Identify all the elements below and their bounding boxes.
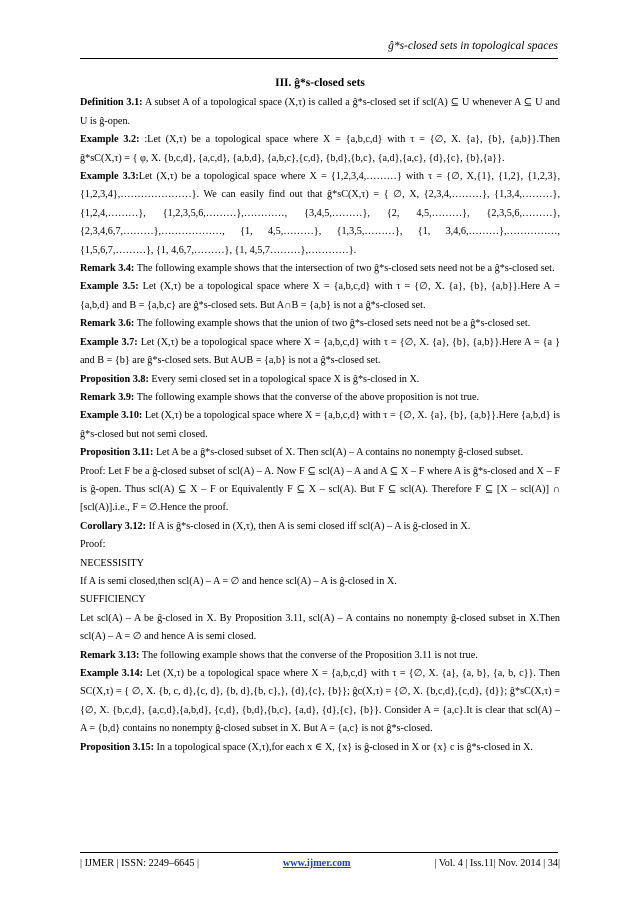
paragraph-label: Example 3.10: [80,410,143,422]
paragraph [80,444,560,462]
paragraph-text: Let scl(A) – A be ĝ-closed in X. By Proposition 3.11, scl(A) – A contains no nonempty ĝ-closed subset in X.Then scl(A) – A = ∅ and hence A is semi closed. [80,612,560,643]
paragraph-text: The following example shows that the converse of the Proposition 3.11 is not true. [139,649,478,661]
paragraph-label: Remark 3.9: [80,391,135,403]
paragraph-text: Every semi closed set in a topological space X is ĝ*s-closed in X. [148,373,420,385]
paragraph [80,555,560,573]
paragraph [80,407,560,444]
paragraph [80,739,560,757]
paragraph-text: In a topological space (X,τ),for each x ∈ X, {x} is ĝ-closed in X or {x} c is ĝ*s-closed in X. [153,741,533,753]
paragraph-text: If A is semi closed,then scl(A) – A = ∅ and hence scl(A) – A is ĝ-closed in X. [80,575,397,587]
paragraph-label: Definition 3.1: [80,97,143,109]
footer-volume-info: | Vol. 4 | Iss.11| Nov. 2014 | 34| [434,858,560,869]
paragraph-text: :Let (X,τ) be a topological space where X = {a,b,c,d} with τ = {∅, X. {a}, {b}, {a,b}}.Then ĝ*sC(X,τ) = { φ, X. {b,c,d}, {a,c,d}, {a,b,d}, {a,b,c},{c,d}, {b,d},{b,c}, {a,d},{a,c}, {d},{c}, {b},{a}}. [80,134,560,164]
paragraph-text: Let (X,τ) be a topological space where X = {a,b,c,d} with τ = {∅, X. {a}, {b}, {a,b}}.Here A = {a,b,d} and B = {a,b,c} are ĝ*s-closed sets. But A∩B = {a,b} is not a ĝ*s-closed set. [80,281,560,311]
paragraph-label: Proposition 3.15: [80,741,154,753]
header-divider [80,58,558,59]
paragraph [80,610,560,647]
paragraph-label: Example 3.5: [80,281,139,293]
paper-body [80,70,560,757]
paragraph-text: The following example shows that the intersection of two ĝ*s-closed sets need not be a ĝ*s-closed set. [134,263,555,275]
paragraph-label: Example 3.3: [80,171,139,183]
paragraph [80,463,560,518]
footer-journal-info: | IJMER | ISSN: 2249–6645 | [80,858,200,869]
paragraph-text: Proof: Let F be a ĝ-closed subset of scl(A) – A. Now F ⊆ scl(A) – A and A ⊆ X – F where A is ĝ*s-closed and X – F is ĝ-open. Thus scl(A) ⊆ X – F or Equivalently F ⊆ X – scl(A). But F ⊆ scl(A). Therefore F ⊆ [X – scl(A)] ∩ [scl(A)].i.e., F = ∅.Hence the proof. [80,465,560,514]
paragraph-list [80,94,560,757]
journal-website-link[interactable]: www.ijmer.com [282,858,351,869]
paragraph-text: Let A be a ĝ*s-closed subset of X. Then scl(A) – A contains no nonempty ĝ-closed subset. [153,447,524,459]
paragraph [80,260,560,278]
paragraph [80,168,560,260]
paragraph [80,278,560,315]
paragraph [80,573,560,591]
paragraph-label: Proposition 3.8: [80,373,149,385]
section-title: III. ĝ*s-closed sets [275,77,365,89]
paragraph [80,536,560,554]
paragraph [80,94,560,131]
paragraph-label: Proposition 3.11: [80,447,154,459]
paragraph [80,334,560,371]
paragraph-text: SUFFICIENCY [80,594,146,606]
paragraph-text: A subset A of a topological space (X,τ) is called a ĝ*s-closed set if scl(A) ⊆ U whenever A ⊆ U and U is ĝ-open. [80,97,560,127]
page-footer [80,858,560,869]
paragraph-label: Remark 3.4: [80,263,135,275]
paragraph-text: Proof: [80,539,106,551]
paragraph [80,518,560,536]
paragraph [80,647,560,665]
paragraph [80,371,560,389]
paragraph-text: The following example shows that the union of two ĝ*s-closed sets need not be a ĝ*s-closed set. [134,318,531,330]
paragraph-label: Remark 3.6: [80,318,135,330]
paragraph-text: NECESSISITY [80,557,144,569]
paragraph-text: Let (X,τ) be a topological space where X = {a,b,c,d} with τ = {∅, X. {a}, {b}, {a,b}}.Here {a,b,d} is ĝ*s-closed but not semi closed. [80,410,560,440]
paragraph [80,131,560,168]
paragraph-text: Let (X,τ) be a topological space where X = {1,2,3,4,………} with τ = {∅, X,{1}, {1,2}, {1,2,3}, {1,2,3,4},…………………}. We can easily find out that ĝ*sC(X,τ) = { ∅, X, {2,3,4,………}, {1,3,4,………}, {1,2,4,………}, {1,2,3,5,6,………},…………, {3,4,5,………}, {2, 4,5,………}, {2,3,5,6,………}, {2,3,4,6,7,………},………………, {1, 4,5,………}, {1,3,5,………}, {1, 3,4,6,………},……………, {1,5,6,7,………}, {1, 4,6,7,………}, {1, 4,5,7………},…………}. [80,171,560,256]
paragraph-text: If A is ĝ*s-closed in (X,τ), then A is semi closed iff scl(A) – A is ĝ-closed in X. [146,520,471,532]
paragraph [80,389,560,407]
paragraph-text: Let (X,τ) be a topological space where X = {a,b,c,d} with τ = {∅, X. {a}, {a, b}, {a, b, c}}. Then SC(X,τ) = { ∅, X. {b, c, d},{c, d}, {b, d},{b, c},}, {d},{c}, {b}}; ĝc(X,τ) = {∅, X. {b,c,d},{c,d}, {d}}; ĝ*sC(X,τ) = {∅, X. {b,c,d}, {a,c,d},{a,b,d}, {c,d}, {b,d},{b,c}, {a,d}, {d},{c}, {b}}. Consider A = {a,c}.It is clear that scl(A) – A = {b,d} contains no nonempty ĝ-closed subset in X. But A = {a,c} is not ĝ*s-closed. [80,668,560,735]
paragraph-label: Example 3.7: [80,336,138,348]
paragraph-label: Remark 3.13: [80,649,140,661]
paragraph [80,665,560,739]
paragraph-label: Corollary 3.12: [80,520,147,532]
paragraph [80,315,560,333]
paragraph [80,591,560,609]
paragraph-label: Example 3.2: [80,134,140,146]
paragraph-text: The following example shows that the converse of the above proposition is not true. [134,391,480,403]
running-header: ĝ*s-closed sets in topological spaces [388,40,558,52]
footer-divider [80,852,558,853]
paragraph-label: Example 3.14: [80,668,144,679]
paragraph-text: Let (X,τ) be a topological space where X = {a,b,c,d} with τ = {∅, X. {a}, {b}, {a,b}}.Here A = {a } and B = {b} are ĝ*s-closed sets. But A∪B = {a,b} is not a ĝ*s-closed set. [80,336,560,367]
